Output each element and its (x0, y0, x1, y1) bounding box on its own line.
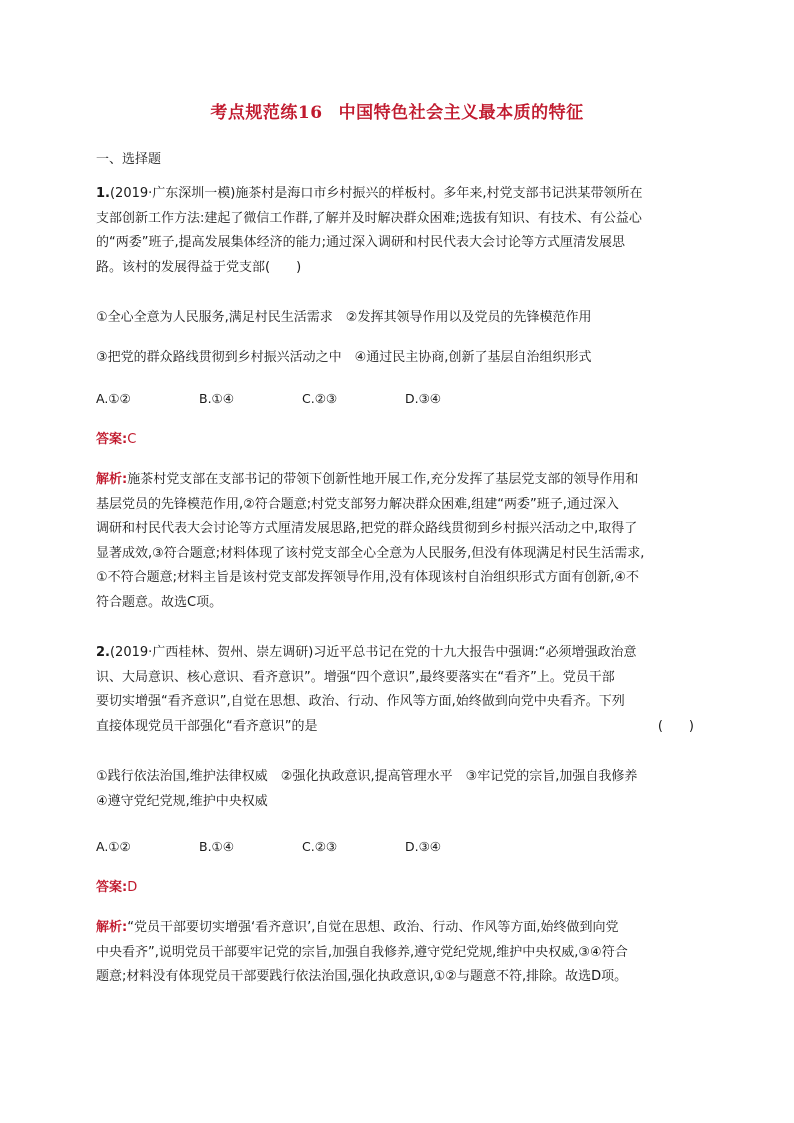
q2-analysis-line: 题意;材料没有体现党员干部要践行依法治国,强化执政意识,①②与题意不符,排除。故选D项。 (96, 969, 628, 984)
q2-number: 2. (96, 645, 110, 660)
q1-analysis-line: 调研和村民代表大会讨论等方式厘清发展思路,把党的群众路线贯彻到乡村振兴活动之中,取得了 (96, 521, 638, 536)
q2-choices (96, 835, 700, 860)
q2-analysis-line: “党员干部要切实增强‘看齐意识’,自觉在思想、政治、行动、作风等方面,始终做到向党 (127, 920, 619, 935)
section-heading: 一、选择题 (96, 152, 162, 167)
q1-stem-line: 支部创新工作方法:建起了微信工作群,了解并及时解决群众困难;选拔有知识、有技术、有公益心 (96, 210, 642, 226)
q1-choice-a[interactable]: A.①② (96, 391, 131, 406)
q2-stem-line: 识、大局意识、核心意识、看齐意识”。增强“四个意识”,最终要落实在“看齐”上。党员干部 (96, 669, 615, 685)
q1-analysis-line: ①不符合题意;材料主旨是该村党支部发挥领导作用,没有体现该村自治组织形式方面有创新,④不 (96, 570, 639, 585)
q2-analysis-label: 解析: (96, 920, 128, 935)
q1-answer-label: 答案: (96, 432, 128, 447)
q1-choice-b[interactable]: B.①④ (199, 391, 234, 406)
q2-choice-c[interactable]: C.②③ (302, 839, 338, 854)
q2-answer-paren: ( ) (657, 718, 694, 734)
q2-analysis (96, 916, 700, 990)
q2-choice-a[interactable]: A.①② (96, 839, 131, 854)
q2-choice-d[interactable]: D.③④ (405, 839, 442, 854)
question-1 (96, 182, 700, 280)
q2-stem-line: 直接体现党员干部强化“看齐意识”的是 (96, 718, 318, 734)
q2-stem (96, 641, 700, 739)
q1-analysis-line: 符合题意。故选C项。 (96, 594, 223, 610)
q2-answer (96, 876, 700, 901)
q1-options-1: ①全心全意为人民服务,满足村民生活需求 ②发挥其领导作用以及党员的先锋模范作用 (96, 310, 592, 325)
q2-stem-line: (2019·广西桂林、贺州、崇左调研)习近平总书记在党的十九大报告中强调:“必须增强政治意 (109, 645, 637, 660)
q1-number: 1. (96, 186, 110, 201)
q1-choice-c[interactable]: C.②③ (302, 391, 338, 406)
q1-analysis-line: 显著成效,③符合题意;材料体现了该村党支部全心全意为人民服务,但没有体现满足村民生活需求, (96, 545, 645, 561)
q1-stem-line: (2019·广东深圳一模)施茶村是海口市乡村振兴的样板村。多年来,村党支部书记洪某带领所在 (109, 186, 643, 201)
title-part1: 考点规范练16 (210, 103, 323, 123)
q1-answer-value: C (127, 432, 137, 447)
q2-options (96, 765, 700, 814)
q2-options-line: ①践行依法治国,维护法律权威 ②强化执政意识,提高管理水平 ③牢记党的宗旨,加强自我修养 (96, 769, 638, 784)
q1-choice-d[interactable]: D.③④ (405, 391, 442, 406)
q2-answer-value: D (127, 880, 138, 895)
q1-answer (96, 428, 700, 453)
q1-analysis-label: 解析: (96, 472, 128, 487)
q2-analysis-line: 中央看齐”,说明党员干部要牢记党的宗旨,加强自我修养,遵守党纪党规,维护中央权威,③④符合 (96, 944, 628, 960)
q1-stem-line: 的“两委”班子,提高发展集体经济的能力;通过深入调研和村民代表大会讨论等方式厘清发展思 (96, 235, 625, 250)
q1-stem (96, 182, 700, 280)
q1-analysis-line: 基层党员的先锋模范作用,②符合题意;村党支部努力解决群众困难,组建“两委”班子,通过深入 (96, 496, 619, 512)
q2-choice-b[interactable]: B.①④ (199, 839, 234, 854)
q2-options-line: ④遵守党纪党规,维护中央权威 (96, 793, 268, 809)
q1-analysis (96, 468, 700, 615)
q1-options-2: ③把党的群众路线贯彻到乡村振兴活动之中 ④通过民主协商,创新了基层自治组织形式 (96, 350, 592, 365)
title-part2: 中国特色社会主义最本质的特征 (338, 103, 584, 123)
q2-stem-line: 要切实增强“看齐意识”,自觉在思想、政治、行动、作风等方面,始终做到向党中央看齐。下列 (96, 694, 625, 709)
page-title (0, 98, 794, 123)
q1-analysis-line: 施茶村党支部在支部书记的带领下创新性地开展工作,充分发挥了基层党支部的领导作用和 (127, 472, 639, 487)
question-2 (96, 641, 700, 739)
q1-choices (96, 387, 700, 412)
q2-answer-label: 答案: (96, 880, 128, 895)
q1-stem-line: 路。该村的发展得益于党支部( ) (96, 259, 302, 275)
